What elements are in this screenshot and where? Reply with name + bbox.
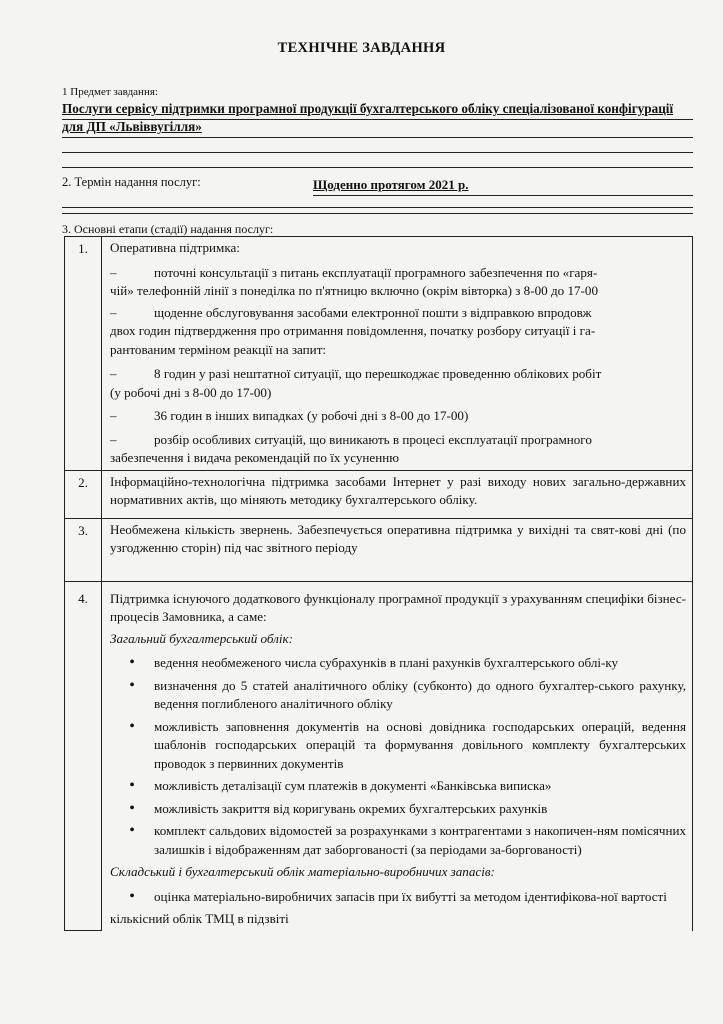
- bullet-list: [110, 888, 686, 907]
- underline-rule: [62, 167, 693, 168]
- underline-rule: [62, 119, 693, 120]
- table-row: [65, 518, 693, 581]
- list-item: – 8 годин у разі нештатної ситуації, що перешкоджає проведенню облікових робіт: [110, 366, 602, 381]
- table-row: [65, 237, 693, 471]
- bullet-icon: •: [129, 799, 135, 817]
- section-title: Складський і бухгалтерський облік матеріально-виробничих запасів:: [110, 864, 495, 879]
- section-title: Загальний бухгалтерський облік:: [110, 630, 293, 646]
- row-intro: Підтримка існуючого додаткового функціоналу програмної продукції з урахуванням специфіки бізнес-процесів Замовника, а саме:: [110, 590, 686, 624]
- list-item: – 36 годин в інших випадках (у робочі дні з 8-00 до 17-00): [110, 408, 469, 423]
- list-item: – щоденне обслуговування засобами електронної пошти з відправкою впродовж: [110, 304, 592, 320]
- list-item-continuation: забезпечення і видача рекомендацій по їх усуненню: [110, 450, 400, 465]
- bullet-icon: •: [129, 887, 135, 905]
- underline-rule: [313, 195, 693, 196]
- row-content: Інформаційно-технологічна підтримка засобами Інтернет у разі виходу нових загально-державних нормативних актів, що міняють методику бухгалтерського обліку.: [102, 470, 693, 518]
- row-heading: Оперативна підтримка:: [110, 240, 240, 255]
- bullet-icon: •: [129, 717, 135, 735]
- term-label: 2. Термін надання послуг:: [62, 175, 201, 189]
- row-number: 3.: [65, 518, 102, 581]
- bullet-icon: •: [129, 654, 135, 671]
- list-item-continuation: рантованим терміном реакції на запит:: [110, 341, 327, 357]
- stages-table: [64, 236, 693, 931]
- trailing-text: кількісний облік ТМЦ в підзвіті: [110, 911, 289, 926]
- list-item: • оцінка матеріально-виробничих запасів при їх вибутті за методом ідентифікова-ної вартості: [110, 888, 686, 907]
- underline-rule: [62, 213, 693, 214]
- list-item: – розбір особливих ситуацій, що виникають в процесі експлуатації програмного: [110, 431, 592, 447]
- list-item-continuation: чій» телефонній лінії з понеділка по п'ятницю включно (окрім вівторка) з 8-00 до 17-00: [110, 283, 598, 298]
- table-row: [65, 470, 693, 518]
- row-number: 4.: [65, 581, 102, 931]
- list-item: • ведення необмеженого числа субрахунків в плані рахунків бухгалтерського облі-ку: [110, 654, 686, 673]
- row-number: 1.: [65, 237, 102, 471]
- list-item: – поточні консультації з питань експлуатації програмного забезпечення по «гаря-: [110, 264, 598, 280]
- bullet-icon: •: [129, 676, 135, 694]
- row-number: 2.: [65, 470, 102, 518]
- stages-label: 3. Основні етапи (стадії) надання послуг:: [62, 222, 274, 236]
- underline-rule: [62, 137, 693, 138]
- list-item: • комплект сальдових відомостей за розрахунками з контрагентами з накопичен-ням помісячних залишків і відображенням дат заборгованості (за періодами за-боргованості): [110, 822, 686, 859]
- term-value: Щоденно протягом 2021 р.: [313, 177, 469, 192]
- list-item: • можливість деталізації сум платежів в документі «Банківська виписка»: [110, 777, 686, 796]
- bullet-icon: •: [129, 777, 135, 794]
- row-content: [102, 581, 693, 931]
- subject-label: 1 Предмет завдання:: [62, 86, 158, 98]
- list-item: • визначення до 5 статей аналітичного обліку (субконто) до одного бухгалтер-ського рахунку, ведення поглибленого аналітичного обліку: [110, 677, 686, 714]
- underline-rule: [62, 152, 693, 153]
- bullet-list: [110, 654, 686, 859]
- row-content: Необмежена кількість звернень. Забезпечується оперативна підтримка у вихідні та свят-кові дні (по узгодженню сторін) під час звітного періоду: [102, 518, 693, 581]
- bullet-icon: •: [129, 822, 135, 839]
- document-title: ТЕХНІЧНЕ ЗАВДАННЯ: [277, 40, 446, 56]
- list-item: • можливість заповнення документів на основі довідника господарських операцій, ведення шаблонів господарських операцій та формування довільного комплекту бухгалтерських проводок з первинних документів: [110, 718, 686, 774]
- row-content: [102, 237, 693, 471]
- list-item-continuation: двох годин підтвердження про отримання повідомлення, початку розбору ситуації і га-: [110, 323, 596, 338]
- list-item-continuation: (у робочі дні з 8-00 до 17-00): [110, 384, 272, 400]
- underline-rule: [62, 207, 693, 208]
- list-item: • можливість закриття від коригувань окремих бухгалтерських рахунків: [110, 800, 686, 819]
- subject-text: Послуги сервісу підтримки програмної продукції бухгалтерського обліку спеціалізованої конфігурації для ДП «Львіввугілля»: [62, 101, 674, 134]
- table-row: [65, 581, 693, 931]
